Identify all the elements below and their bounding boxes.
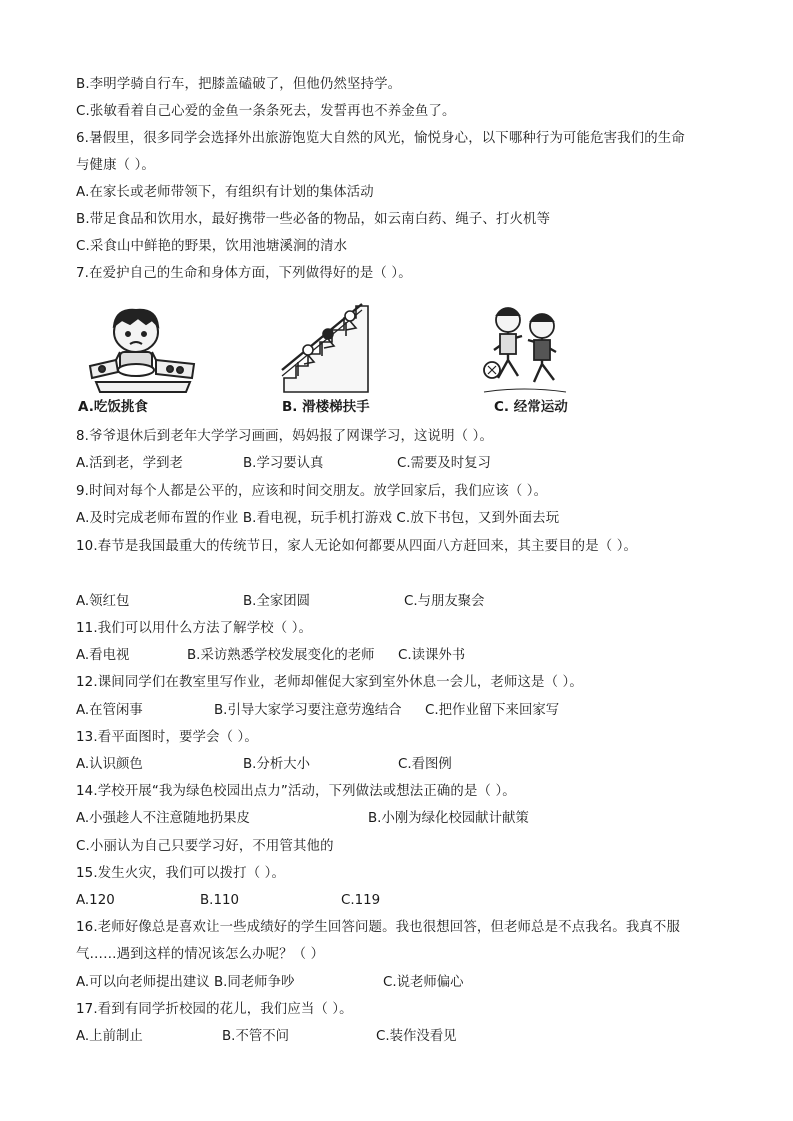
- q12-option-c: C.把作业留下来回家写: [425, 703, 560, 718]
- q15-option-b: B.110: [200, 893, 240, 908]
- q15-stem: 15.发生火灾，我们可以拨打（ ）。: [76, 866, 286, 881]
- q6-option-a: A.在家长或老师带领下，有组织有计划的集体活动: [76, 185, 374, 200]
- q9-options: A.及时完成老师布置的作业 B.看电视，玩手机打游戏 C.放下书包，又到外面去玩: [76, 511, 560, 526]
- kids-playing-football-illustration: [478, 300, 572, 396]
- q13-option-c: C.看图例: [398, 757, 452, 772]
- q12-stem: 12.课间同学们在教室里写作业，老师却催促大家到室外休息一会儿，老师这是（ ）。: [76, 675, 583, 690]
- q9-stem: 9.时间对每个人都是公平的，应该和时间交朋友。放学回家后，我们应该（ ）。: [76, 484, 548, 499]
- q13-option-a: A.认识颜色: [76, 757, 143, 772]
- q11-stem: 11.我们可以用什么方法了解学校（ ）。: [76, 621, 313, 636]
- q10-stem: 10.春节是我国最重大的传统节日，家人无论如何都要从四面八方赶回来，其主要目的是（ ）。: [76, 539, 638, 554]
- q8-stem: 8.爷爷退休后到老年大学学习画画，妈妈报了网课学习，这说明（ ）。: [76, 429, 493, 444]
- q17-option-c: C.装作没看见: [376, 1029, 457, 1044]
- q13-stem: 13.看平面图时，要学会（ ）。: [76, 730, 258, 745]
- q16-options-ab: A.可以向老师提出建议 B.同老师争吵: [76, 975, 295, 990]
- q6-option-c: C.采食山中鲜艳的野果，饮用池塘溪涧的清水: [76, 239, 348, 254]
- q12-option-b: B.引导大家学习要注意劳逸结合: [214, 703, 402, 718]
- q7-stem: 7.在爱护自己的生命和身体方面，下列做得好的是（ ）。: [76, 266, 412, 281]
- q8-option-a: A.活到老，学到老: [76, 456, 183, 471]
- q10-option-c: C.与朋友聚会: [404, 594, 485, 609]
- q16-stem: 16.老师好像总是喜欢让一些成绩好的学生回答问题。我也很想回答，但老师总是不点我名。我真不服: [76, 920, 680, 935]
- q12-option-a: A.在管闲事: [76, 703, 143, 718]
- q15-option-c: C.119: [341, 893, 381, 908]
- q13-option-b: B.分析大小: [243, 757, 311, 772]
- q11-option-b: B.采访熟悉学校发展变化的老师: [187, 648, 375, 663]
- q14-option-b: B.小刚为绿化校园献计献策: [368, 811, 529, 826]
- q7-caption-a: A.吃饭挑食: [78, 399, 148, 415]
- q16-stem-cont: 气……遇到这样的情况该怎么办呢？（ ）: [76, 947, 325, 962]
- q11-option-c: C.读课外书: [398, 648, 466, 663]
- q6-option-b: B.带足食品和饮用水，最好携带一些必备的物品，如云南白药、绳子、打火机等: [76, 212, 551, 227]
- stair-rail-sliding-illustration: [278, 300, 374, 396]
- q11-option-a: A.看电视: [76, 648, 130, 663]
- picky-eater-illustration: [86, 298, 198, 396]
- q10-option-a: A.领红包: [76, 594, 130, 609]
- q17-option-a: A.上前制止: [76, 1029, 143, 1044]
- q14-stem: 14.学校开展“我为绿色校园出点力”活动，下列做法或想法正确的是（ ）。: [76, 784, 516, 799]
- q7-caption-c: C. 经常运动: [494, 399, 568, 415]
- q17-stem: 17.看到有同学折校园的花儿，我们应当（ ）。: [76, 1002, 353, 1017]
- q6-stem: 6.暑假里，很多同学会选择外出旅游饱览大自然的风光，愉悦身心，以下哪种行为可能危害我们的生命: [76, 131, 685, 146]
- q17-option-b: B.不管不问: [222, 1029, 290, 1044]
- q7-caption-b: B. 滑楼梯扶手: [282, 399, 370, 415]
- q5-option-c: C.张敏看着自己心爱的金鱼一条条死去，发誓再也不养金鱼了。: [76, 104, 456, 119]
- q15-option-a: A.120: [76, 893, 115, 908]
- q14-option-c: C.小丽认为自己只要学习好，不用管其他的: [76, 839, 334, 854]
- q8-option-c: C.需要及时复习: [397, 456, 491, 471]
- q16-option-c: C.说老师偏心: [383, 975, 464, 990]
- q14-option-a: A.小强趁人不注意随地扔果皮: [76, 811, 250, 826]
- q5-option-b: B.李明学骑自行车，把膝盖磕破了，但他仍然坚持学。: [76, 77, 402, 92]
- q10-option-b: B.全家团圆: [243, 594, 311, 609]
- q6-stem-cont: 与健康（ ）。: [76, 158, 155, 173]
- q8-option-b: B.学习要认真: [243, 456, 324, 471]
